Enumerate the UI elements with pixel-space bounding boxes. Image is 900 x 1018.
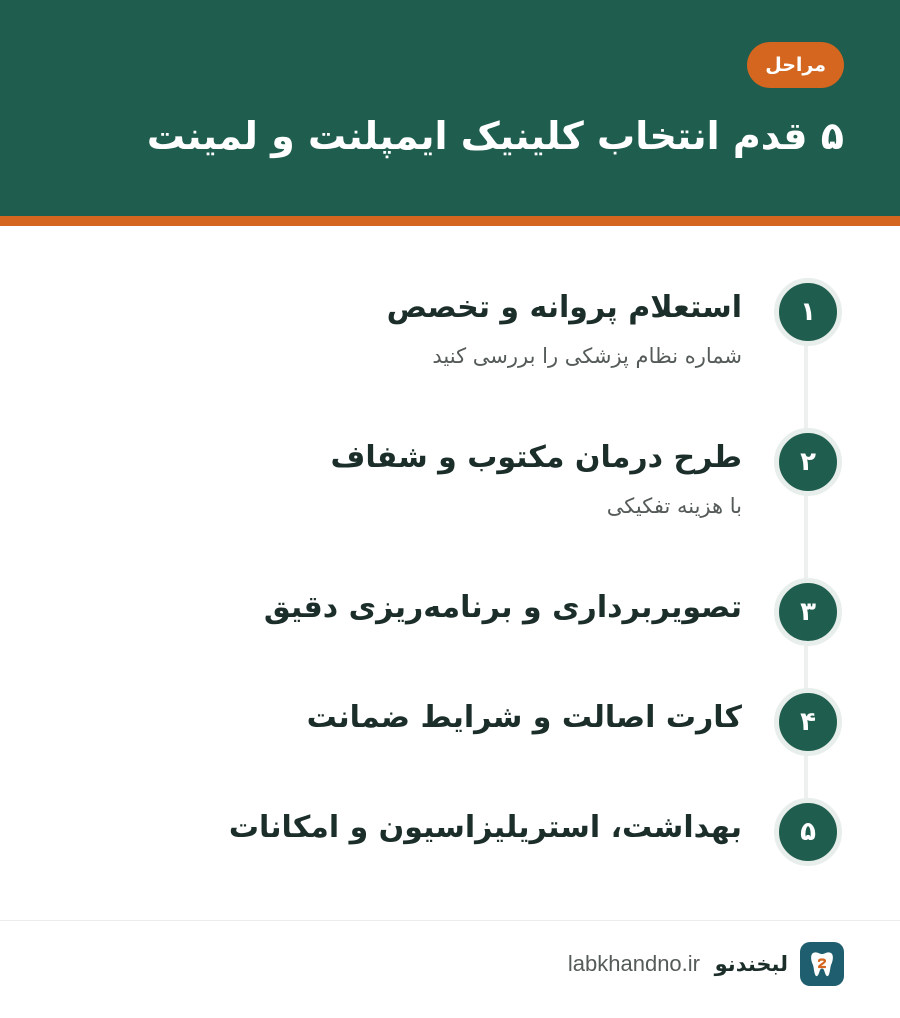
step-item-3 <box>0 578 900 668</box>
step-title: طرح درمان مکتوب و شفاف <box>330 440 742 475</box>
step-title: تصویربرداری و برنامه‌ریزی دقیق <box>263 590 742 625</box>
step-item-2 <box>0 428 900 518</box>
step-item-1 <box>0 278 900 368</box>
website-link[interactable]: labkhandno.ir <box>567 951 700 976</box>
steps-badge: مراحل <box>747 42 844 88</box>
step-description: شماره نظام پزشکی را بررسی کنید <box>432 344 742 368</box>
step-number: ۳ <box>774 578 842 646</box>
step-title: بهداشت، استریلیزاسیون و امکانات <box>228 810 742 845</box>
step-number: ۴ <box>774 688 842 756</box>
header-banner <box>0 0 900 216</box>
footer-divider <box>0 920 900 921</box>
step-item-5 <box>0 798 900 888</box>
step-item-4 <box>0 688 900 778</box>
step-number: ۵ <box>774 798 842 866</box>
step-description: با هزینه تفکیکی <box>606 494 742 518</box>
header-accent-bar <box>0 216 900 226</box>
step-number: ۲ <box>774 428 842 496</box>
brand-name: لبخندنو <box>714 952 788 976</box>
tooth-icon <box>800 942 844 986</box>
page-title: ۵ قدم انتخاب کلینیک ایمپلنت و لمینت <box>146 114 844 158</box>
step-title: کارت اصالت و شرایط ضمانت <box>306 700 742 735</box>
step-title: استعلام پروانه و تخصص <box>386 290 742 325</box>
step-number: ۱ <box>774 278 842 346</box>
